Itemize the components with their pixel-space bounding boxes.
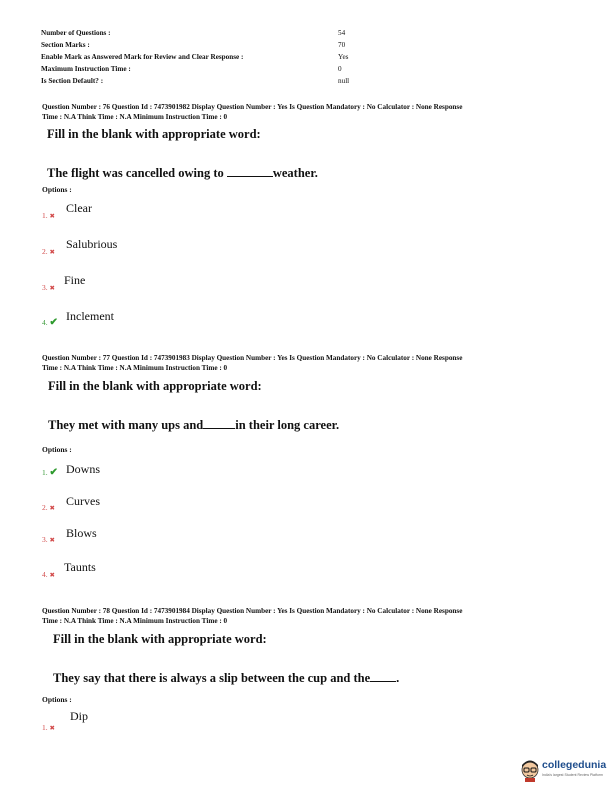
option-text: Dip [70,709,88,723]
section-info-value: 0 [338,65,342,73]
options-label: Options : [42,445,72,454]
question-text-after: weather. [272,166,318,180]
cross-icon: ✖ [49,505,55,512]
question-heading: Fill in the blank with appropriate word: [53,632,267,646]
question-text [53,671,399,686]
collegedunia-logo [520,756,612,786]
section-info-label: Is Section Default? : [41,77,104,85]
option-text: Clear [66,201,92,215]
check-icon: ✔ [49,467,58,478]
options-label: Options : [42,185,72,194]
question-text-before: They met with many ups and [48,418,204,432]
option-text: Inclement [66,309,114,323]
section-info-value: Yes [338,53,349,61]
option-text: Downs [66,462,101,476]
blank-line [203,419,235,429]
option-text: Blows [66,526,97,540]
blank-line [370,672,396,682]
cross-icon: ✖ [49,572,55,579]
cross-icon: ✖ [49,537,55,544]
section-info-label: Enable Mark as Answered Mark for Review and Clear Response : [41,53,244,61]
section-info-value: 70 [338,41,346,49]
question-text-before: The flight was cancelled owing to [47,166,227,180]
cross-icon: ✖ [49,213,55,220]
option-text: Fine [64,273,86,287]
question-text [47,166,318,181]
question-meta-line: Time : N.A Think Time : N.A Minimum Instruction Time : 0 [42,364,228,372]
question-meta [42,102,572,122]
blank-line [227,167,273,177]
section-info-label: Maximum Instruction Time : [41,65,131,73]
option-number: 1. ✔ [42,467,58,478]
question-heading: Fill in the blank with appropriate word: [48,379,262,393]
question-meta-line: Question Number : 77 Question Id : 7473901983 Display Question Number : Yes Is Question Mandatory : No Calculator : None Response [42,354,463,362]
option-number: 2. ✖ [42,247,55,256]
question-meta-line: Time : N.A Think Time : N.A Minimum Instruction Time : 0 [42,617,228,625]
option-number: 4. ✖ [42,570,55,579]
option-number: 4. ✔ [42,317,58,328]
section-info-value: null [338,77,350,85]
logo-name: collegedunia [542,759,607,771]
option-text: Curves [66,494,100,508]
option-number: 3. ✖ [42,283,55,292]
option-number: 3. ✖ [42,535,55,544]
question-text [48,418,339,433]
logo-tagline: India's largest Student Review Platform [542,773,603,777]
question-text-before: They say that there is always a slip between the cup and the [53,671,371,685]
option-number: 1. ✖ [42,211,55,220]
question-meta-line: Question Number : 78 Question Id : 7473901984 Display Question Number : Yes Is Question Mandatory : No Calculator : None Response [42,607,463,615]
question-text-after: in their long career. [235,418,340,432]
question-meta [42,606,572,626]
section-info-label: Section Marks : [41,41,90,49]
check-icon: ✔ [49,317,58,328]
option-text: Taunts [64,560,96,574]
cross-icon: ✖ [49,285,55,292]
section-info-value: 54 [338,29,346,37]
question-meta-line: Time : N.A Think Time : N.A Minimum Instruction Time : 0 [42,113,228,121]
cross-icon: ✖ [49,725,55,732]
options-label: Options : [42,695,72,704]
question-meta [42,353,572,373]
option-number: 1. ✖ [42,723,55,732]
question-heading: Fill in the blank with appropriate word: [47,127,261,141]
question-meta-line: Question Number : 76 Question Id : 7473901982 Display Question Number : Yes Is Question Mandatory : No Calculator : None Response [42,103,463,111]
cross-icon: ✖ [49,249,55,256]
question-text-after: . [396,671,400,685]
section-info-label: Number of Questions : [41,29,111,37]
option-number: 2. ✖ [42,503,55,512]
option-text: Salubrious [66,237,118,251]
mascot-icon [520,758,540,782]
